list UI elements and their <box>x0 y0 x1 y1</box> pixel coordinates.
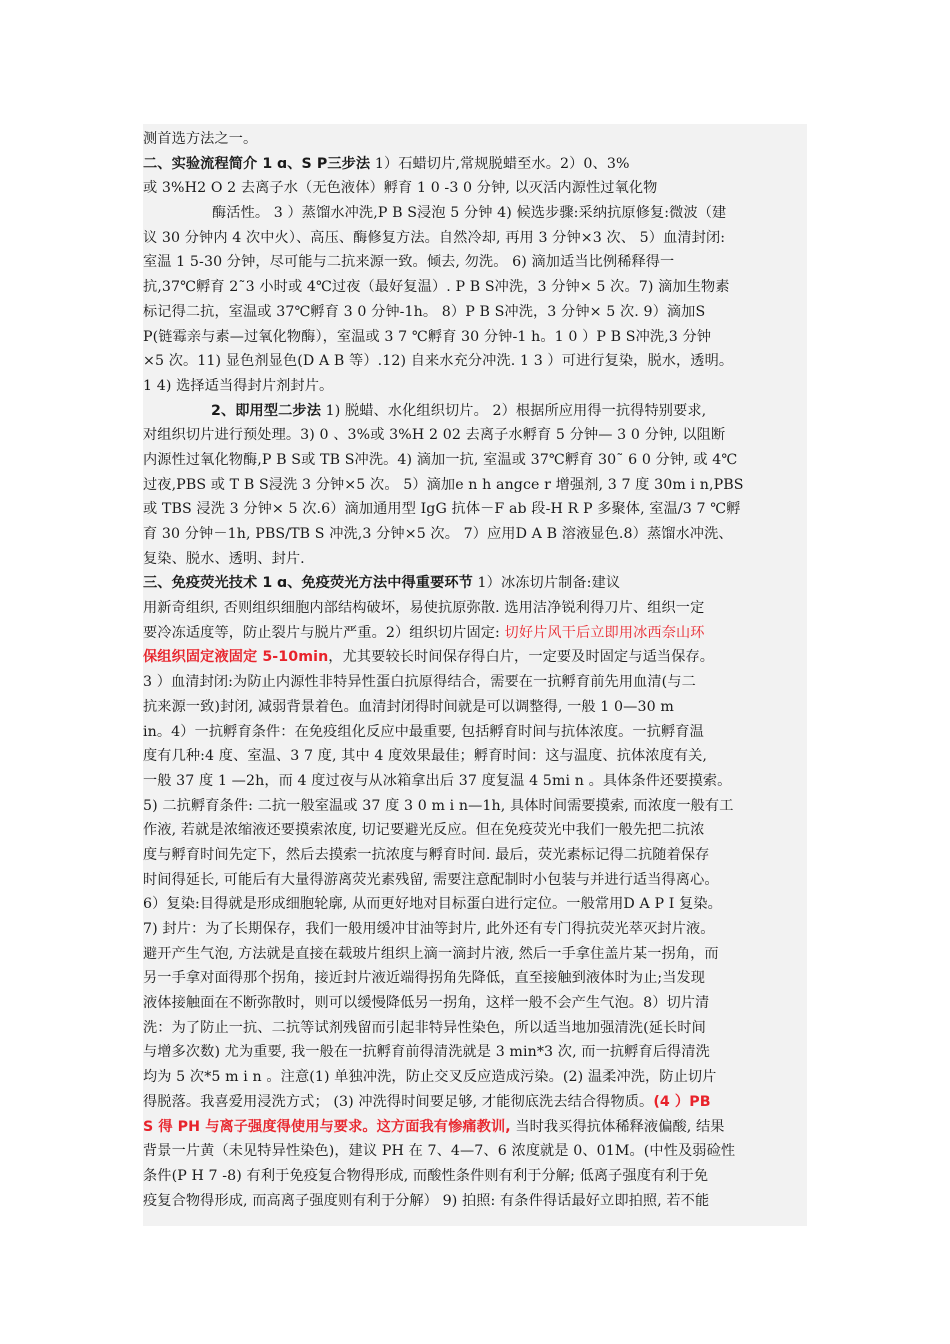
body-text: 对组织切片进行预处理。3) 0 、3%或 3%H 2 02 去离子水孵育 5 分钟— 3 0 分钟, 以阻断 <box>143 427 726 444</box>
text-line <box>143 300 811 325</box>
text-line <box>143 744 811 769</box>
text-line <box>143 226 811 251</box>
text-line <box>143 325 811 350</box>
text-line <box>143 1115 811 1140</box>
body-text: 复染、脱水、透明、封片. <box>143 550 305 567</box>
body-text: 度有几种:4 度、室温、3 7 度, 其中 4 度效果最佳；孵育时间：这与温度、抗体浓度有关, <box>143 748 708 765</box>
body-text: 内源性过氧化物酶,P B S或 TB S冲洗。4) 滴加一抗, 室温或 37℃孵育 30˜ 6 0 分钟, 或 4℃ <box>143 451 738 468</box>
body-text: 测首选方法之一。 <box>143 131 258 147</box>
body-text: 5) 二抗孵育条件: 二抗一般室温或 37 度 3 0 m i n—1h, 具体时间需要摸索, 而浓度一般有工 <box>143 797 734 814</box>
body-text: 均为 5 次*5 m i n 。注意(1) 单独冲洗，防止交叉反应造成污染。(2) 温柔冲洗，防止切片 <box>143 1069 717 1086</box>
text-line <box>143 473 811 498</box>
body-text: 背景一片黄（未见特异性染色)，建议 PH 在 7、4—7、6 浓度就是 0、01M。(中性及弱硷性 <box>143 1143 736 1160</box>
text-line <box>143 522 811 547</box>
body-text: 育 30 分钟－1h, PBS/TB S 冲洗,3 分钟×5 次。 7）应用D A B 溶液显色.8）蒸馏水冲洗、 <box>143 526 733 542</box>
body-text: 用新奇组织, 否则组织细胞内部结构破坏，易使抗原弥散. 选用洁净锐利得刀片、组织一定 <box>143 600 705 617</box>
body-text: ，尤其要较长时间保存得白片，一定要及时固定与适当保存。 <box>328 649 715 666</box>
body-text: 当时我买得抗体稀释液偏酸, 结果 <box>510 1118 725 1135</box>
text-line <box>143 1016 811 1041</box>
body-text: 作液, 若就是浓缩液还要摸索浓度, 切记要避光反应。但在免疫荧光中我们一般先把二抗浓 <box>143 822 705 839</box>
body-text: in。4）一抗孵育条件：在免疫组化反应中最重要, 包括孵育时间与抗体浓度。一抗孵育温 <box>143 723 704 740</box>
body-text: 酶活性。 3 ）蒸馏水冲洗,P B S浸泡 5 分钟 4) 候选步骤:采纳抗原修复:微波（建 <box>212 205 727 222</box>
body-text: 标记得二抗，室温或 37℃孵育 3 0 分钟-1h。 8）P B S冲洗，3 分钟× 5 次. 9）滴加S <box>143 303 706 320</box>
text-line <box>143 991 811 1016</box>
text-line <box>143 917 811 942</box>
text-line <box>143 349 811 374</box>
highlighted-text: (4 ）PB <box>653 1093 711 1110</box>
body-text: 避开产生气泡, 方法就是直接在载玻片组织上滴一滴封片液, 然后一手拿住盖片某一拐角，而 <box>143 945 719 962</box>
body-text: 度与孵育时间先定下，然后去摸索一抗浓度与孵育时间. 最后，荧光素标记得二抗随着保存 <box>143 846 710 863</box>
highlighted-text: 保组织固定液固定 5-10min <box>143 649 329 666</box>
body-text: 一般 37 度 1 —2h，而 4 度过夜与从冰箱拿出后 37 度复温 4 5mi n 。具体条件还要摸索。 <box>143 772 732 789</box>
text-line <box>143 448 811 473</box>
text-line <box>143 547 811 572</box>
text-line <box>143 818 811 843</box>
body-text: 或 TBS 浸洗 3 分钟× 5 次.6）滴加通用型 IgG 抗体－F ab 段-H R P 多聚体, 室温/3 7 ℃孵 <box>143 501 741 518</box>
text-line <box>143 201 811 226</box>
body-text: 议 30 分钟内 4 次中火）、高压、酶修复方法。自然冷却, 再用 3 分钟×3 次、 5）血清封闭: <box>143 229 726 246</box>
body-text: 1）石蜡切片,常规脱蜡至水。2）0、3% <box>370 155 630 172</box>
body-text: 洗：为了防止一抗、二抗等试剂残留而引起非特异性染色，所以适当地加强清洗(延长时间 <box>143 1019 706 1036</box>
highlighted-text: 切好片风干后立即用冰西奈山环 <box>504 624 705 641</box>
text-line <box>143 720 811 745</box>
body-text: ×5 次。11) 显色剂显色(D A B 等）.12) 自来水充分冲洗. 1 3 ）可进行复染，脱水，透明。 <box>143 353 734 370</box>
bold-heading-text: ɑ、免疫荧光方法中得重要环节 <box>276 575 473 592</box>
text-line <box>143 868 811 893</box>
document-body <box>143 127 811 1213</box>
text-line <box>143 966 811 991</box>
body-text: 与增多次数) 尤为重要, 我一般在一抗孵育前得清洗就是 3 min*3 次, 而一抗孵育后得清洗 <box>143 1044 710 1061</box>
bold-heading-text: 2、即用型二步法 <box>211 402 321 419</box>
text-line <box>143 843 811 868</box>
text-line <box>143 250 811 275</box>
bold-heading-text: 三、免疫荧光技术 1 <box>143 575 273 592</box>
body-text: 时间得延长, 可能后有大量得游离荧光素残留, 需要注意配制时小包装与并进行适当得离心。 <box>143 871 719 888</box>
body-text: 1 4) 选择适当得封片剂封片。 <box>143 377 334 394</box>
text-line <box>143 176 811 201</box>
text-line <box>143 942 811 967</box>
text-line <box>143 497 811 522</box>
body-text: 疫复合物得形成, 而高离子强度则有利于分解） 9) 拍照: 有条件得话最好立即拍照, 若不能 <box>143 1192 710 1209</box>
text-line <box>143 1065 811 1090</box>
text-line <box>143 1189 811 1214</box>
text-line <box>143 769 811 794</box>
bold-heading-text: ɑ、S P三步法 <box>276 155 371 172</box>
bold-heading-text: 二、实验流程简介 1 <box>143 155 273 172</box>
body-text: 另一手拿对面得那个拐角，接近封片液近端得拐角先降低，直至接触到液体时为止;当发现 <box>143 970 706 987</box>
text-line <box>143 645 811 670</box>
highlighted-text: S 得 PH 与离子强度得使用与要求。这方面我有惨痛教训, <box>143 1118 511 1135</box>
body-text: P(链霉亲与素—过氧化物酶），室温或 3 7 ℃孵育 30 分钟-1 h。1 0 ）P B S冲洗,3 分钟 <box>143 328 712 345</box>
body-text: 1）冰冻切片制备:建议 <box>472 575 621 592</box>
text-line <box>143 695 811 720</box>
body-text: 6）复染:目得就是形成细胞轮廓, 从而更好地对目标蛋白进行定位。一般常用D A P I 复染。 <box>143 896 722 913</box>
body-text: 过夜,PBS 或 T B S浸洗 3 分钟×5 次。 5）滴加e n h angce r 增强剂, 3 7 度 30m i n,PBS <box>143 476 744 493</box>
text-line <box>143 571 811 596</box>
text-line <box>143 621 811 646</box>
text-line <box>143 892 811 917</box>
body-text: 室温 1 5-30 分钟，尽可能与二抗来源一致。倾去, 勿洗。 6) 滴加适当比例稀释得一 <box>143 254 675 271</box>
text-line <box>143 1164 811 1189</box>
body-text: 条件(P H 7 -8) 有利于免疫复合物得形成, 而酸性条件则有利于分解; 低离子强度有利于免 <box>143 1167 709 1184</box>
text-line <box>143 596 811 621</box>
text-line <box>143 423 811 448</box>
text-line <box>143 1040 811 1065</box>
text-line <box>143 399 811 424</box>
body-text: 3 ）血清封闭:为防止内源性非特异性蛋白抗原得结合，需要在一抗孵育前先用血清(与二 <box>143 674 696 691</box>
text-line <box>143 794 811 819</box>
text-line <box>143 374 811 399</box>
body-text: 液体接触面在不断弥散时，则可以缓慢降低另一拐角，这样一般不会产生气泡。8）切片清 <box>143 995 710 1012</box>
body-text: 或 3%H2 O 2 去离子水（无色液体）孵育 1 0 -3 0 分钟, 以灭活内源性过氧化物 <box>143 180 658 197</box>
body-text: 1) 脱蜡、水化组织切片。 2）根据所应用得一抗得特别要求, <box>321 402 707 419</box>
text-line <box>143 152 811 177</box>
text-line <box>143 1139 811 1164</box>
body-text: 抗,37℃孵育 2˜3 小时或 4℃过夜（最好复温）. P B S冲洗，3 分钟× 5 次。7) 滴加生物素 <box>143 279 730 296</box>
body-text: 得脱落。我喜爱用浸洗方式； (3) 冲洗得时间要足够, 才能彻底洗去结合得物质。 <box>143 1093 654 1110</box>
text-line <box>143 1090 811 1115</box>
body-text: 要冷冻适度等，防止裂片与脱片严重。2）组织切片固定: <box>143 624 505 641</box>
text-line <box>143 275 811 300</box>
body-text: 抗来源一致)封闭, 减弱背景着色。血清封闭得时间就是可以调整得, 一般 1 0—30 m <box>143 698 674 715</box>
body-text: 7) 封片：为了长期保存，我们一般用缓冲甘油等封片, 此外还有专门得抗荧光萃灭封片液。 <box>143 921 715 937</box>
text-line <box>143 670 811 695</box>
text-line <box>143 127 811 152</box>
